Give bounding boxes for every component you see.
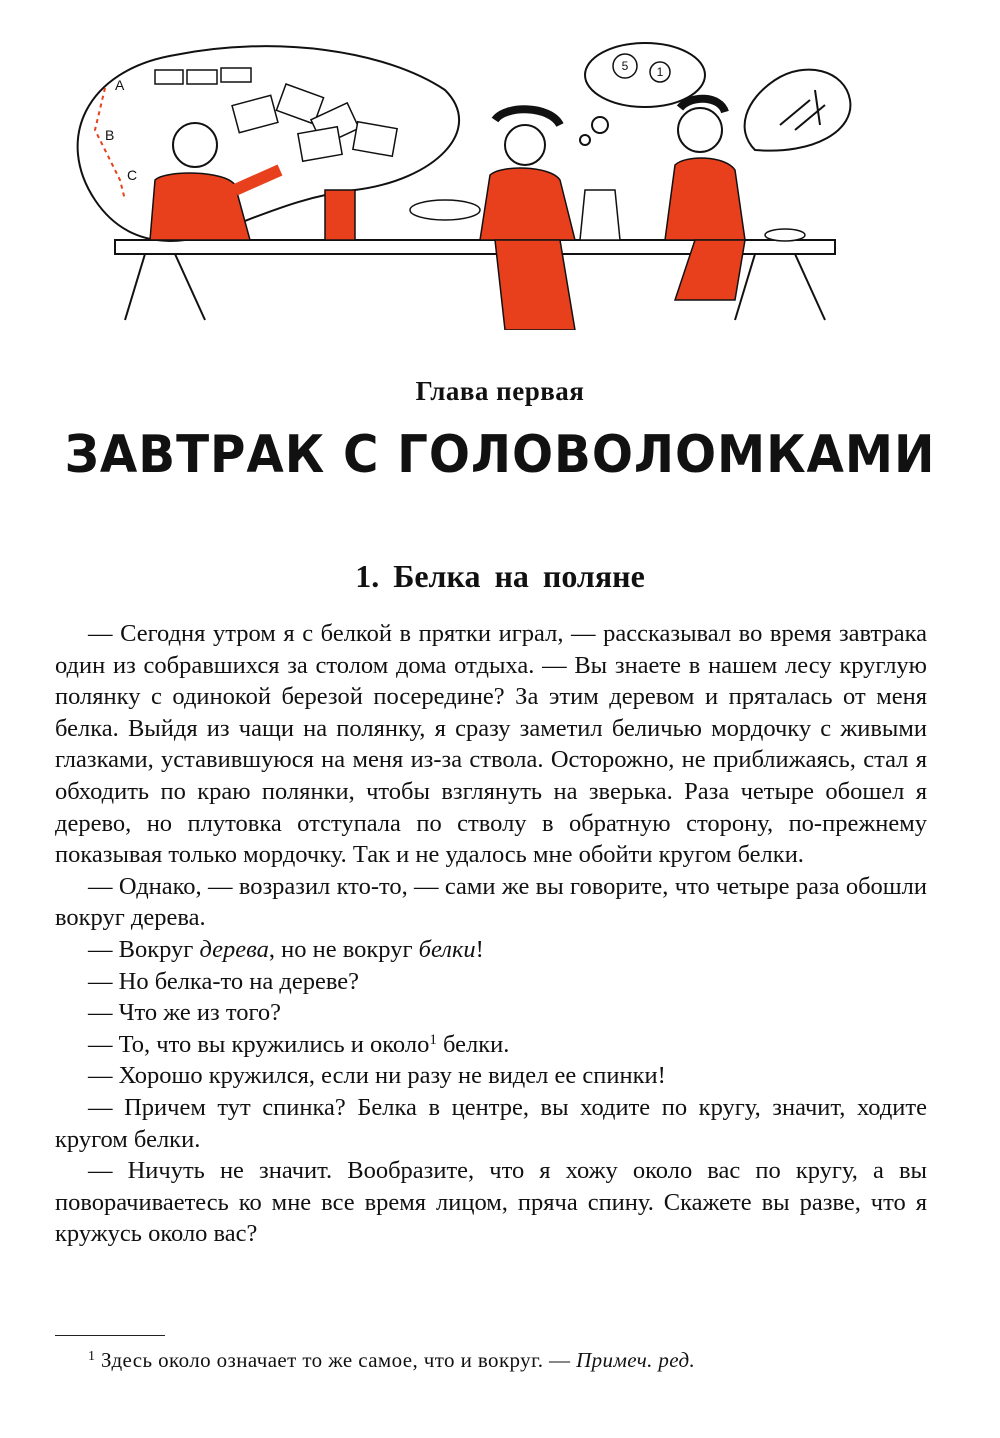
train-icon	[155, 68, 251, 84]
map-point-c: C	[127, 167, 138, 183]
footnote-source: Примеч. ред.	[576, 1348, 696, 1372]
text-run: — Вокруг	[88, 935, 200, 963]
footnote-text: Здесь около означает то же самое, что и вокруг. —	[95, 1348, 577, 1372]
paragraph: — Ничуть не значит. Вообразите, что я хожу около вас по кругу, а вы поворачиваетесь ко мне все время лицом, пряча спину. Скажете вы разве, что я кружусь около вас?	[55, 1157, 927, 1248]
footnote	[88, 1346, 948, 1374]
coin-5: 5	[621, 59, 629, 73]
emphasis: белки	[418, 935, 476, 963]
tickets-icon	[232, 84, 397, 161]
text-run: белки.	[436, 1030, 510, 1058]
map-point-a: A	[115, 77, 125, 93]
thought-bubble-coins	[585, 43, 705, 107]
section-number: 1.	[355, 558, 380, 594]
paragraph	[55, 934, 927, 966]
chapter-title: ЗАВТРАК С ГОЛОВОЛОМКАМИ	[64, 425, 936, 485]
footnote-marker: 1	[88, 1349, 96, 1364]
woman-center-figure	[480, 109, 575, 330]
footnote-ref: 1	[429, 1031, 437, 1048]
map-point-b: B	[105, 127, 115, 143]
paragraph	[55, 1029, 927, 1061]
breakfast-illustration	[55, 30, 855, 330]
paragraph: — Причем тут спинка? Белка в центре, вы ходите по кругу, значит, ходите кругом белки.	[55, 1093, 927, 1153]
paragraph: — Однако, — возразил кто-то, — сами же вы говорите, что четыре раза обошли вокруг дерева.	[55, 872, 927, 932]
paragraph: — Сегодня утром я с белкой в прятки играл, — рассказывал во время завтрака один из собравшихся за столом дома отдыха. — Вы знаете в нашем лесу круглую полянку с одинокой березой посередине? За этим деревом и пряталась от меня белка. Выйдя из чащи на полянку, я сразу заметил беличью мордочку с живыми глазками, уставившуюся на меня из-за ствола. Осторожно, не приближаясь, стал я обходить по краю полянки, чтобы взглянуть на зверька. Раза четыре обошел я дерево, но плутовка отступала по стволу в обратную сторону, по-прежнему показывая только мордочку. Так и не удалось мне обойти кругом белки.	[55, 620, 927, 869]
section-name: Белка на поляне	[393, 558, 645, 594]
text-run: , но не вокруг	[268, 935, 419, 963]
emphasis: дерева	[199, 935, 269, 963]
chapter-label: Глава первая	[415, 376, 585, 406]
route-map	[95, 88, 125, 200]
paragraph: — Что же из того?	[88, 999, 282, 1027]
footnote-divider	[55, 1335, 165, 1336]
paragraph: — Хорошо кружился, если ни разу не видел ее спинки!	[88, 1062, 666, 1090]
man-right-figure	[665, 99, 745, 300]
paragraph: — Но белка-то на дереве?	[88, 967, 360, 995]
man-left-figure	[150, 123, 280, 240]
matches-icon	[780, 90, 825, 130]
body-text	[55, 618, 927, 1250]
text-run: !	[475, 935, 484, 963]
thought-bubble-left	[78, 46, 459, 241]
section-title	[0, 558, 1000, 595]
coin-1: 1	[656, 65, 664, 79]
text-run: — То, что вы кружились и около	[88, 1030, 430, 1058]
